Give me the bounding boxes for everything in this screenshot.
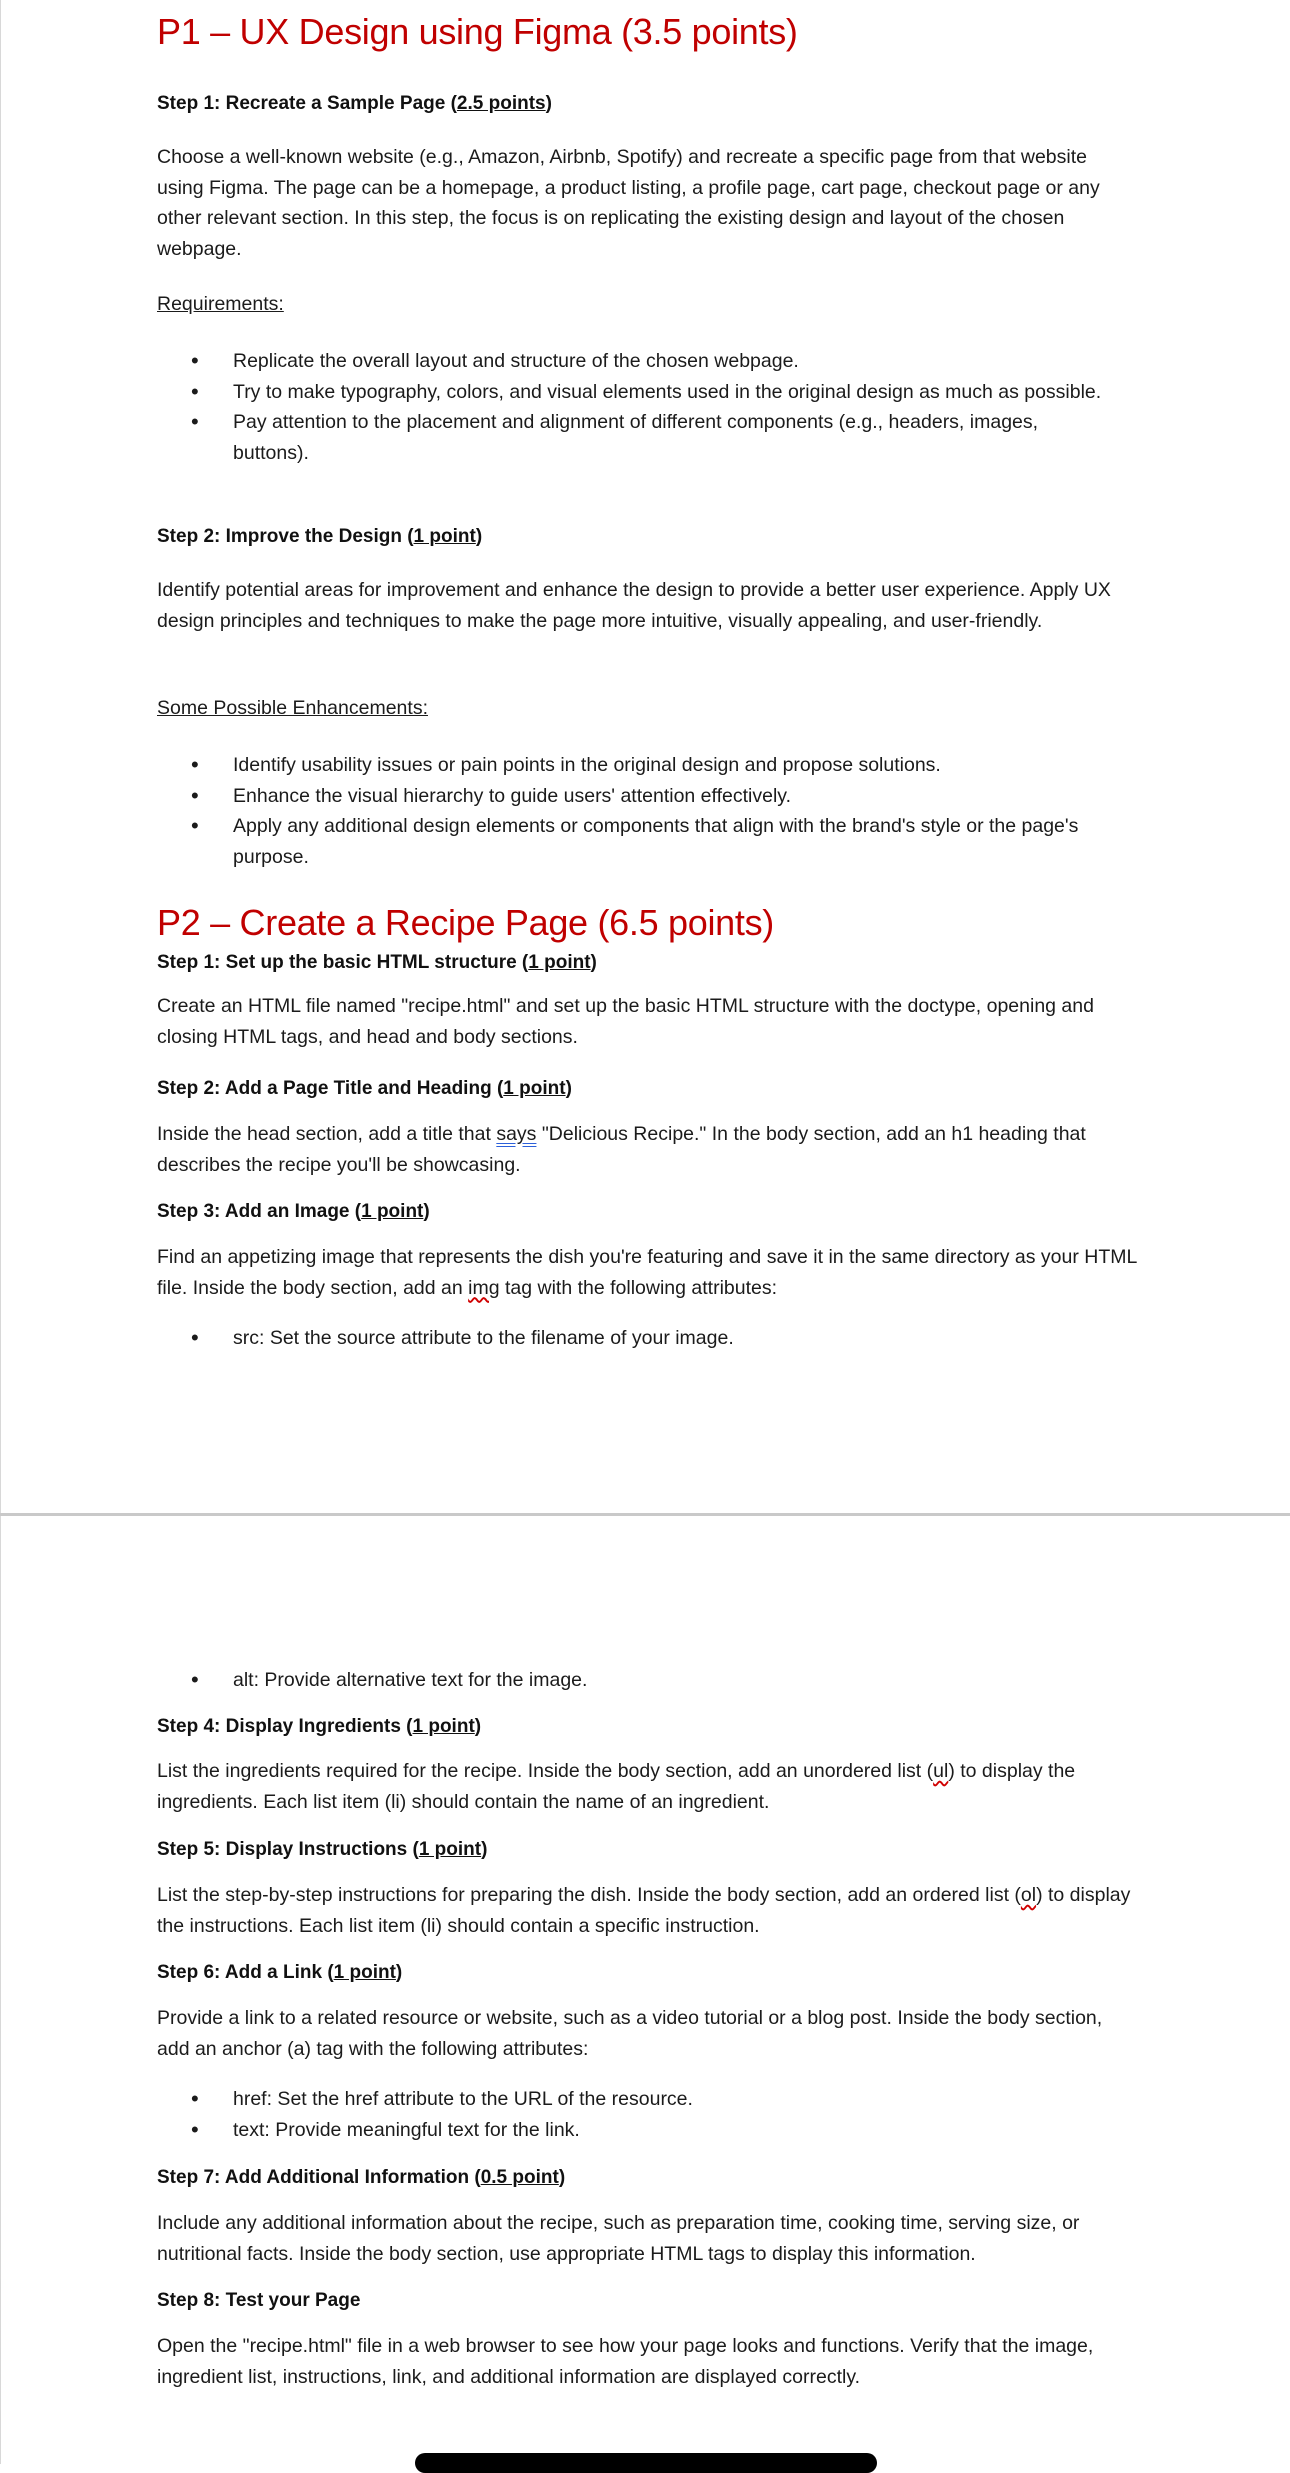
p2-step1-text: Create an HTML file named "recipe.html" and set up the basic HTML structure with the doctype, opening and closing HTML tags, and head and body sections. xyxy=(157,995,1094,1048)
list-item: • Apply any additional design elements or components that align with the brand's style or the page's purpose. xyxy=(157,811,1117,872)
p2-step3-list-a xyxy=(157,1323,1117,1354)
list-item: • src: Set the source attribute to the filename of your image. xyxy=(157,1323,1117,1354)
p2-step7-text: Include any additional information about the recipe, such as preparation time, cooking time, serving size, or nutritional facts. Inside the body section, use appropriate HTML tags to display this information. xyxy=(157,2212,1080,2265)
p2-step7-heading: Step 7: Add Additional Information (0.5 point) xyxy=(157,2167,566,2188)
p1-step2-heading: Step 2: Improve the Design (1 point) xyxy=(157,526,483,547)
p1-step1-points: 2.5 points xyxy=(456,93,546,114)
p2-step2-points: 1 point xyxy=(503,1078,566,1099)
p2-step8-text: Open the "recipe.html" file in a web browser to see how your page looks and functions. Verify that the image, ingredient list, instructions, link, and additional information are displayed correctly. xyxy=(157,2335,1094,2388)
p2-step6-list xyxy=(157,2084,1117,2145)
list-item: • href: Set the href attribute to the URL of the resource. xyxy=(157,2084,1117,2115)
list-item: • alt: Provide alternative text for the image. xyxy=(157,1665,1117,1696)
p2-step2-text: Inside the head section, add a title that says "Delicious Recipe." In the body section, add an h1 heading that describes the recipe you'll be showcasing. xyxy=(157,1123,1086,1176)
p1-step1-text: Choose a well-known website (e.g., Amazon, Airbnb, Spotify) and recreate a specific page from that website using Figma. The page can be a homepage, a product listing, a profile page, cart page, checkout page or any other relevant section. In this step, the focus is on replicating the existing design and layout of the chosen webpage. xyxy=(157,146,1100,260)
p2-step1-heading: Step 1: Set up the basic HTML structure (1 point) xyxy=(157,952,597,973)
p2-step6-heading: Step 6: Add a Link (1 point) xyxy=(157,1962,403,1983)
bottom-home-indicator xyxy=(415,2453,877,2473)
list-item: • text: Provide meaningful text for the link. xyxy=(157,2115,1117,2146)
list-item: • Replicate the overall layout and structure of the chosen webpage. xyxy=(157,346,1117,377)
p1-step2-points: 1 point xyxy=(413,526,476,547)
p1-step1-heading: Step 1: Recreate a Sample Page (2.5 points) xyxy=(157,93,552,114)
p2-step7-points: 0.5 point xyxy=(480,2167,559,2188)
p1-step2-text: Identify potential areas for improvement and enhance the design to provide a better user experience. Apply UX design principles and techniques to make the page more intuitive, visually appealing, and user-friendly. xyxy=(157,579,1111,632)
p2-step4-points: 1 point xyxy=(412,1716,475,1737)
p2-step1-points: 1 point xyxy=(528,952,591,973)
p2-step4-heading: Step 4: Display Ingredients (1 point) xyxy=(157,1716,482,1737)
p1-requirements-label: Requirements: xyxy=(157,293,284,315)
list-item: • Pay attention to the placement and alignment of different components (e.g., headers, images, buttons). xyxy=(157,407,1117,468)
p1-enhancements-list xyxy=(157,750,1117,872)
p2-step3-text: Find an appetizing image that represents the dish you're featuring and save it in the same directory as your HTML file. Inside the body section, add an img tag with the following attributes: xyxy=(157,1246,1137,1299)
p2-step4-text: List the ingredients required for the recipe. Inside the body section, add an unordered list (ul) to display the ingredients. Each list item (li) should contain the name of an ingredient. xyxy=(157,1760,1076,1813)
p2-step3-list-b xyxy=(157,1665,1117,1696)
list-item: • Enhance the visual hierarchy to guide users' attention effectively. xyxy=(157,781,1117,812)
p2-step2-heading: Step 2: Add a Page Title and Heading (1 point) xyxy=(157,1078,572,1099)
p1-requirements-list xyxy=(157,346,1117,468)
list-item: • Identify usability issues or pain points in the original design and propose solutions. xyxy=(157,750,1117,781)
list-item: • Try to make typography, colors, and visual elements used in the original design as much as possible. xyxy=(157,377,1117,408)
document-page-2 xyxy=(0,1516,1290,2464)
p2-step6-text: Provide a link to a related resource or website, such as a video tutorial or a blog post. Inside the body section, add an anchor (a) tag with the following attributes: xyxy=(157,2007,1103,2060)
p2-step8-heading: Step 8: Test your Page xyxy=(157,2290,361,2311)
p2-title: P2 – Create a Recipe Page (6.5 points) xyxy=(157,902,774,943)
p2-step3-points: 1 point xyxy=(361,1201,424,1222)
p2-step6-points: 1 point xyxy=(333,1962,396,1983)
p2-step5-text: List the step-by-step instructions for preparing the dish. Inside the body section, add an ordered list (ol) to display the instructions. Each list item (li) should contain a specific instruction. xyxy=(157,1884,1131,1937)
p1-enhancements-label: Some Possible Enhancements: xyxy=(157,697,428,719)
p2-step3-heading: Step 3: Add an Image (1 point) xyxy=(157,1201,430,1222)
p2-step5-heading: Step 5: Display Instructions (1 point) xyxy=(157,1839,488,1860)
p2-step5-points: 1 point xyxy=(418,1839,482,1860)
p1-title: P1 – UX Design using Figma (3.5 points) xyxy=(157,11,798,52)
